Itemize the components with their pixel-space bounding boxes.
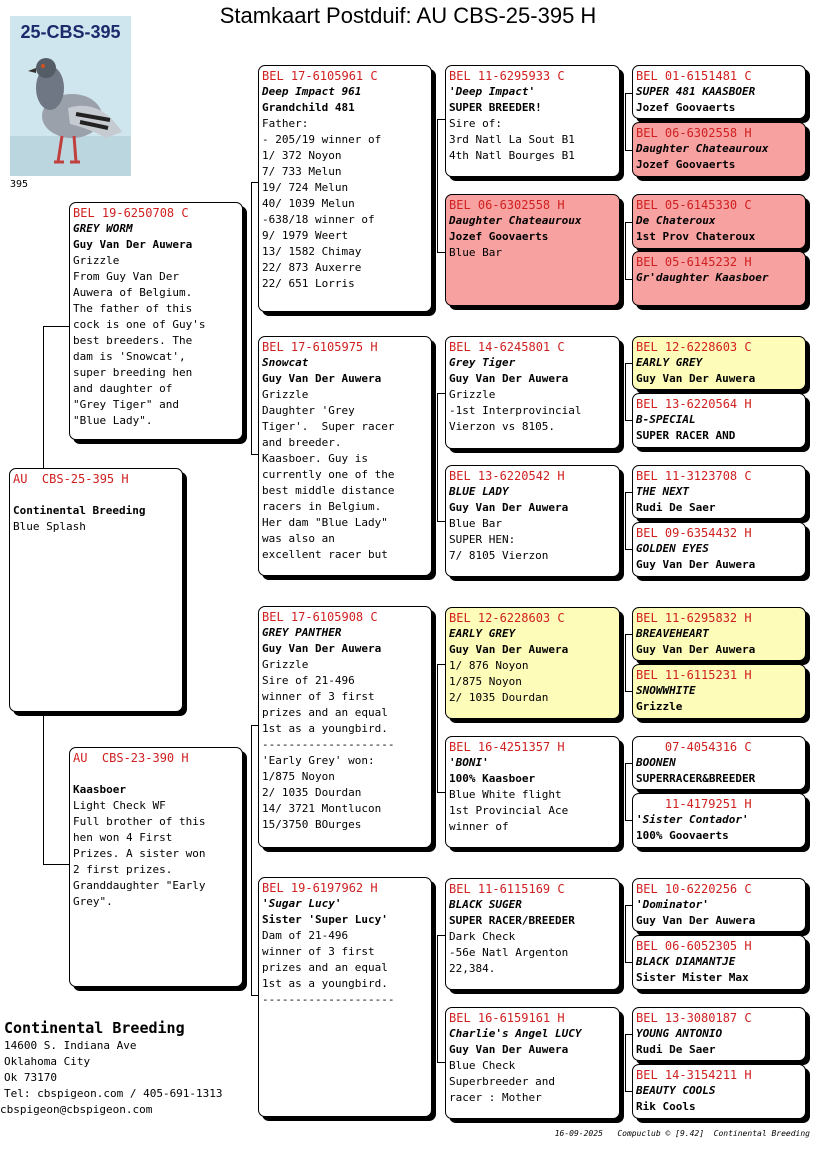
pedigree-line: 7/ 8105 Vierzon	[449, 549, 549, 562]
pedigree-line: - 205/19 winner of	[262, 133, 382, 146]
pedigree-line: Dam of 21-496	[262, 929, 349, 942]
pedigree-line: Daughter 'Grey	[262, 404, 355, 417]
owner-phone[interactable]: Tel: cbspigeon.com / 405-691-1313	[4, 1087, 223, 1100]
pigeon-name: Gr'daughter Kaasboer	[636, 271, 769, 284]
pedigree-line: Guy Van Der Auwera	[449, 501, 569, 514]
pedigree-line: 13/ 1582 Chimay	[262, 245, 362, 258]
pedigree-line: Guy Van Der Auwera	[636, 914, 756, 927]
pigeon-name: GOLDEN EYES	[636, 542, 709, 555]
owner-address-line: Ok 73170	[4, 1071, 57, 1084]
pigeon-name: YOUNG ANTONIO	[636, 1027, 723, 1040]
ring-number: BEL 16-4251357 H	[449, 740, 565, 754]
pedigree-line: racers in Belgium.	[262, 500, 382, 513]
owner-block	[0, 1018, 223, 1118]
pedigree-line: Sister 'Super Lucy'	[262, 913, 388, 926]
pedigree-line: Grizzle	[262, 658, 309, 671]
pedigree-line: 15/3750 BOurges	[262, 818, 362, 831]
pigeon-name: SNOWWHITE	[636, 684, 696, 697]
ancestor-card[interactable]	[632, 793, 806, 848]
pedigree-line: --------------------	[262, 738, 395, 751]
ancestor-card[interactable]	[632, 122, 806, 177]
ancestor-card[interactable]	[445, 736, 620, 848]
ancestor-card[interactable]	[258, 65, 432, 312]
pedigree-line: 22,384.	[449, 962, 496, 975]
pigeon-name: 'BONI'	[449, 756, 489, 769]
pigeon-name: BLACK SUGER	[449, 898, 522, 911]
pedigree-line: 1st as a youngbird.	[262, 977, 388, 990]
pedigree-line: cock is one of Guy's	[73, 318, 206, 331]
pigeon-name: BLACK DIAMANTJE	[636, 955, 736, 968]
ancestor-card[interactable]	[445, 878, 620, 990]
pedigree-line: SUPER BREEDER!	[449, 101, 542, 114]
pedigree-line: Granddaughter "Early	[73, 879, 206, 892]
pigeon-name: SUPER 481 KAASBOER	[636, 85, 756, 98]
pigeon-name: THE NEXT	[636, 485, 689, 498]
pedigree-line: 1/875 Noyon	[449, 675, 522, 688]
pigeon-name	[13, 487, 179, 503]
pedigree-line: The father of this	[73, 302, 193, 315]
pedigree-line: Grizzle	[449, 388, 496, 401]
ring-number: BEL 11-6295832 H	[636, 611, 752, 625]
ring-number: BEL 13-6220542 H	[449, 469, 565, 483]
pedigree-line: From Guy Van Der	[73, 270, 179, 283]
ring-number: BEL 17-6105975 H	[262, 340, 378, 354]
ancestor-card[interactable]	[632, 194, 806, 249]
pedigree-line: Rik Cools	[636, 1100, 696, 1113]
pigeon-name: EARLY GREY	[449, 627, 516, 640]
pigeon-name: GREY WORM	[73, 222, 133, 235]
pedigree-line: SUPER HEN:	[449, 533, 516, 546]
owner-address-line: 14600 S. Indiana Ave	[4, 1039, 137, 1052]
pigeon-name: Charlie's Angel LUCY	[449, 1027, 582, 1040]
ring-number: BEL 12-6228603 C	[636, 340, 752, 354]
pedigree-line: prizes and an equal	[262, 961, 388, 974]
pedigree-line: prizes and an equal	[262, 706, 388, 719]
ancestor-card[interactable]	[632, 393, 806, 448]
pedigree-line: 4th Natl Bourges B1	[449, 149, 575, 162]
pedigree-line: 100% Kaasboer	[449, 772, 536, 785]
ring-number: BEL 09-6354432 H	[636, 526, 752, 540]
ring-number: BEL 19-6197962 H	[262, 881, 378, 895]
pedigree-line: -56e Natl Argenton	[449, 946, 569, 959]
pedigree-line: 1/ 372 Noyon	[262, 149, 342, 162]
pedigree-line: Blue Splash	[13, 520, 86, 533]
subject-card[interactable]	[9, 468, 183, 712]
ancestor-card[interactable]	[258, 336, 432, 576]
owner-name: Continental Breeding	[4, 1019, 185, 1037]
ancestor-card[interactable]	[258, 606, 432, 848]
pedigree-line: Kaasboer	[73, 783, 126, 796]
pedigree-line: was also an	[262, 532, 335, 545]
pedigree-line: Guy Van Der Auwera	[449, 643, 569, 656]
pedigree-line: 14/ 3721 Montlucon	[262, 802, 382, 815]
pigeon-name: 'Deep Impact'	[449, 85, 536, 98]
pedigree-line: best middle distance	[262, 484, 395, 497]
ancestor-card[interactable]	[445, 1007, 620, 1119]
owner-email[interactable]: cbspigeon@cbspigeon.com	[0, 1103, 153, 1116]
pigeon-name: BOONEN	[636, 756, 676, 769]
ancestor-card[interactable]	[632, 65, 806, 119]
pedigree-line: 1/ 876 Noyon	[449, 659, 529, 672]
pedigree-line: Full brother of this	[73, 815, 206, 828]
pedigree-line: Sire of:	[449, 117, 502, 130]
pedigree-line: winner of 3 first	[262, 945, 375, 958]
pedigree-line: Grey".	[73, 895, 113, 908]
pedigree-line: SUPER RACER/BREEDER	[449, 914, 575, 927]
pigeon-name	[73, 766, 239, 782]
ancestor-card[interactable]	[445, 194, 620, 306]
pedigree-line: winner of	[449, 820, 509, 833]
pigeon-name: BLUE LADY	[449, 485, 509, 498]
pedigree-line: Guy Van Der Auwera	[449, 1043, 569, 1056]
sire-card[interactable]	[69, 202, 243, 440]
ring-number: BEL 05-6145330 C	[636, 198, 752, 212]
pigeon-name: De Chateroux	[636, 214, 716, 227]
pedigree-line: 1/875 Noyon	[262, 770, 335, 783]
pedigree-line: Father:	[262, 117, 309, 130]
pedigree-line: Tiger'. Super racer	[262, 420, 395, 433]
ancestor-card[interactable]	[632, 878, 806, 932]
ring-number: BEL 11-6295933 C	[449, 69, 565, 83]
pigeon-name: B-SPECIAL	[636, 413, 696, 426]
pigeon-name: 'Sister Contador'	[636, 813, 749, 826]
ring-number: BEL 05-6145232 H	[636, 255, 752, 269]
pedigree-line: 100% Goovaerts	[636, 829, 729, 842]
pigeon-photo	[10, 16, 131, 176]
pedigree-line: 2 first prizes.	[73, 863, 173, 876]
photo-label: 25-CBS-395	[20, 22, 121, 42]
pedigree-line: Blue White flight	[449, 788, 562, 801]
ring-number: BEL 13-3080187 C	[636, 1011, 752, 1025]
pedigree-line: hen won 4 First	[73, 831, 173, 844]
pedigree-line: and daughter of	[73, 382, 173, 395]
ring-number: AU CBS-25-395 H	[13, 472, 129, 486]
ancestor-card[interactable]	[632, 1007, 806, 1061]
pedigree-line: racer : Mother	[449, 1091, 542, 1104]
pigeon-name: Daughter Chateauroux	[449, 214, 582, 227]
pedigree-line: Grizzle	[636, 700, 683, 713]
pedigree-line: 9/ 1979 Weert	[262, 229, 349, 242]
pigeon-name: BREAVEHEART	[636, 627, 709, 640]
owner-address-line: Oklahoma City	[4, 1055, 91, 1068]
pedigree-line: winner of 3 first	[262, 690, 375, 703]
ancestor-card[interactable]	[632, 336, 806, 390]
pedigree-line: Blue Bar	[449, 246, 502, 259]
pedigree-line: "Blue Lady".	[73, 414, 153, 427]
pedigree-line: best breeders. The	[73, 334, 193, 347]
pedigree-line: 1st Prov Chateroux	[636, 230, 756, 243]
ancestor-card[interactable]	[632, 1064, 806, 1119]
pigeon-name: Snowcat	[262, 356, 309, 369]
pigeon-name: Daughter Chateauroux	[636, 142, 769, 155]
pedigree-line: Sire of 21-496	[262, 674, 355, 687]
ancestor-card[interactable]	[445, 65, 620, 177]
ancestor-card[interactable]	[632, 465, 806, 519]
pedigree-line: super breeding hen	[73, 366, 193, 379]
ring-number: 07-4054316 C	[636, 740, 752, 754]
ring-number: BEL 06-6302558 H	[636, 126, 752, 140]
ring-number: BEL 11-3123708 C	[636, 469, 752, 483]
ring-number: BEL 11-6115169 C	[449, 882, 565, 896]
pedigree-line: Kaasboer. Guy is	[262, 452, 368, 465]
ring-number: BEL 13-6220564 H	[636, 397, 752, 411]
pedigree-line: excellent racer but	[262, 548, 388, 561]
pigeon-name: BEAUTY COOLS	[636, 1084, 716, 1097]
ring-number: BEL 06-6302558 H	[449, 198, 565, 212]
pedigree-line: SUPERRACER&BREEDER	[636, 772, 756, 785]
ring-number: BEL 17-6105908 C	[262, 610, 378, 624]
pedigree-line: Continental Breeding	[13, 504, 146, 517]
ancestor-card[interactable]	[632, 251, 806, 306]
pedigree-line: Rudi De Saer	[636, 501, 716, 514]
ring-number: BEL 14-3154211 H	[636, 1068, 752, 1082]
pigeon-name: GREY PANTHER	[262, 626, 342, 639]
pedigree-line: Guy Van Der Auwera	[636, 643, 756, 656]
ancestor-card[interactable]	[632, 664, 806, 719]
pigeon-name: Grey Tiger	[449, 356, 516, 369]
pedigree-line: Guy Van Der Auwera	[636, 558, 756, 571]
ring-number: BEL 16-6159161 H	[449, 1011, 565, 1025]
ancestor-card[interactable]	[632, 935, 806, 990]
dam-card[interactable]	[69, 747, 243, 987]
pedigree-line: Jozef Goovaerts	[636, 101, 736, 114]
ring-number: BEL 19-6250708 C	[73, 206, 189, 220]
pedigree-line: -1st Interprovincial	[449, 404, 582, 417]
pedigree-line: Rudi De Saer	[636, 1043, 716, 1056]
pigeon-name: 'Sugar Lucy'	[262, 897, 342, 910]
pigeon-name: Deep Impact 961	[262, 85, 362, 98]
ancestor-card[interactable]	[632, 736, 806, 790]
photo-caption: 395	[10, 179, 29, 190]
pedigree-line: and breeder.	[262, 436, 342, 449]
ring-number: BEL 10-6220256 C	[636, 882, 752, 896]
pedigree-line: Guy Van Der Auwera	[449, 372, 569, 385]
pedigree-line: Auwera of Belgium.	[73, 286, 193, 299]
ancestor-card[interactable]	[445, 465, 620, 577]
ancestor-card[interactable]	[445, 607, 620, 719]
pedigree-line: "Grey Tiger" and	[73, 398, 179, 411]
pedigree-line: 'Early Grey' won:	[262, 754, 375, 767]
ring-number: 11-4179251 H	[636, 797, 752, 811]
pedigree-line: Jozef Goovaerts	[449, 230, 549, 243]
pedigree-line: Vierzon vs 8105.	[449, 420, 555, 433]
pedigree-line: Blue Check	[449, 1059, 516, 1072]
ring-number: AU CBS-23-390 H	[73, 751, 189, 765]
pedigree-line: Guy Van Der Auwera	[262, 372, 382, 385]
pedigree-line: Grizzle	[73, 254, 120, 267]
pedigree-line: 22/ 873 Auxerre	[262, 261, 362, 274]
pedigree-line: Guy Van Der Auwera	[636, 372, 756, 385]
pedigree-line: 7/ 733 Melun	[262, 165, 342, 178]
pedigree-line: Prizes. A sister won	[73, 847, 206, 860]
ring-number: BEL 12-6228603 C	[449, 611, 565, 625]
pedigree-line: Grizzle	[262, 388, 309, 401]
ring-number: BEL 17-6105961 C	[262, 69, 378, 83]
pedigree-line: 40/ 1039 Melun	[262, 197, 355, 210]
pedigree-line: 1st Provincial Ace	[449, 804, 569, 817]
ring-number: BEL 01-6151481 C	[636, 69, 752, 83]
ancestor-card[interactable]	[632, 522, 806, 577]
pedigree-line: 3rd Natl La Sout B1	[449, 133, 575, 146]
pedigree-line: SUPER RACER AND	[636, 429, 736, 442]
pigeon-name: EARLY GREY	[636, 356, 703, 369]
pedigree-line: Her dam "Blue Lady"	[262, 516, 388, 529]
pigeon-photo-icon	[10, 16, 131, 176]
pedigree-line: 2/ 1035 Dourdan	[262, 786, 362, 799]
pedigree-line: Jozef Goovaerts	[636, 158, 736, 171]
pedigree-line: -638/18 winner of	[262, 213, 375, 226]
ancestor-card[interactable]	[445, 336, 620, 449]
pedigree-line: Guy Van Der Auwera	[73, 238, 193, 251]
pedigree-line: Dark Check	[449, 930, 516, 943]
pedigree-line: 22/ 651 Lorris	[262, 277, 355, 290]
ring-number: BEL 14-6245801 C	[449, 340, 565, 354]
page-title: Stamkaart Postduif: AU CBS-25-395 H	[219, 3, 597, 28]
ring-number: BEL 11-6115231 H	[636, 668, 752, 682]
pedigree-line: Guy Van Der Auwera	[262, 642, 382, 655]
pedigree-line: currently one of the	[262, 468, 395, 481]
pedigree-line: dam is 'Snowcat',	[73, 350, 186, 363]
pedigree-line: Grandchild 481	[262, 101, 355, 114]
ring-number: BEL 06-6052305 H	[636, 939, 752, 953]
pedigree-line: Blue Bar	[449, 517, 502, 530]
pedigree-line: 1st as a youngbird.	[262, 722, 388, 735]
pedigree-line: Light Check WF	[73, 799, 166, 812]
pedigree-line: 19/ 724 Melun	[262, 181, 349, 194]
pedigree-line: 2/ 1035 Dourdan	[449, 691, 549, 704]
ancestor-card[interactable]	[258, 877, 432, 1117]
pedigree-line: --------------------	[262, 993, 395, 1006]
pigeon-name: 'Dominator'	[636, 898, 709, 911]
ancestor-card[interactable]	[632, 607, 806, 661]
footer-text: 16-09-2025 Compuclub © [9.42] Continental Breeding	[554, 1129, 810, 1138]
pedigree-line: Superbreeder and	[449, 1075, 555, 1088]
pedigree-line: Sister Mister Max	[636, 971, 749, 984]
